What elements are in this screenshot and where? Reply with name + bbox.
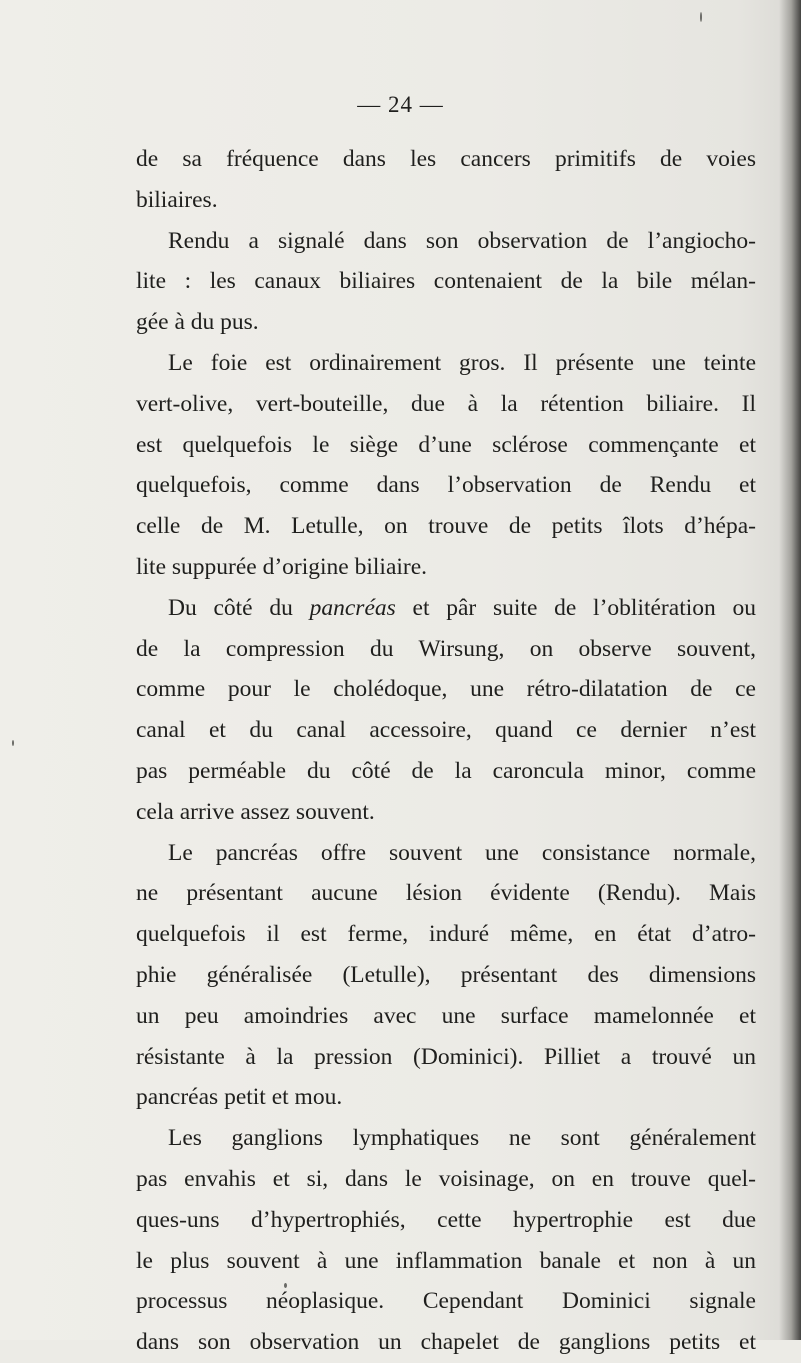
text-line: ne présentant aucune lésion évidente (Rendu). Mais xyxy=(136,880,756,907)
text-run: Du côté du xyxy=(168,594,310,621)
paragraph-3 xyxy=(136,343,756,588)
paper-speck xyxy=(700,12,702,22)
text-line: lite : les canaux biliaires contenaient de la bile mélan- xyxy=(136,268,756,295)
text-line: un peu amoindries avec une surface mamelonnée et xyxy=(136,1002,756,1029)
text-run: et pâr suite de l’oblitération ou xyxy=(395,594,756,621)
text-line: biliaires. xyxy=(136,186,218,213)
paper-speck xyxy=(12,740,14,746)
emphasized-word: pancréas xyxy=(309,594,396,621)
text-line: lite suppurée d’origine biliaire. xyxy=(136,553,428,580)
text-line: le plus souvent à une inflammation banale et non à un xyxy=(136,1247,756,1274)
text-line: cela arrive assez souvent. xyxy=(136,798,375,825)
paragraph-2 xyxy=(136,221,756,343)
paragraph-1 xyxy=(136,139,756,221)
text-body xyxy=(136,139,756,1363)
text-line: ques-uns d’hypertrophiés, cette hypertrophie est due xyxy=(136,1206,756,1233)
text-line: quelquefois, comme dans l’observation de Rendu et xyxy=(136,472,756,499)
text-line xyxy=(136,588,756,629)
text-line: phie généralisée (Letulle), présentant des dimensions xyxy=(136,961,756,988)
text-line: est quelquefois le siège d’une sclérose commençante et xyxy=(136,431,756,458)
text-line: vert-olive, vert-bouteille, due à la rétention biliaire. Il xyxy=(136,390,756,417)
page-edge-shadow xyxy=(779,0,801,1340)
text-line: celle de M. Letulle, on trouve de petits îlots d’hépa- xyxy=(136,513,756,540)
paragraph-6 xyxy=(136,1118,756,1363)
text-line: pas perméable du côté de la caroncula minor, comme xyxy=(136,757,756,784)
text-line: pas envahis et si, dans le voisinage, on en trouve quel- xyxy=(136,1165,756,1192)
text-line: de sa fréquence dans les cancers primitifs de voies xyxy=(136,146,756,172)
text-line: Rendu a signalé dans son observation de l’angiocho- xyxy=(168,227,756,254)
text-line: résistante à la pression (Dominici). Pilliet a trouvé un xyxy=(136,1043,756,1070)
page-number: — 24 — xyxy=(357,92,444,117)
text-line: Les ganglions lymphatiques ne sont généralement xyxy=(168,1125,756,1152)
text-line: Le foie est ordinairement gros. Il présente une teinte xyxy=(168,349,756,376)
text-line: de la compression du Wirsung, on observe souvent, xyxy=(136,635,756,662)
text-line: gée à du pus. xyxy=(136,309,259,336)
text-line: dans son observation un chapelet de ganglions petits et xyxy=(136,1329,756,1356)
paragraph-4 xyxy=(136,588,756,833)
text-line: quelquefois il est ferme, induré même, en état d’atro- xyxy=(136,921,756,948)
paragraph-5 xyxy=(136,833,756,1119)
text-line: canal et du canal accessoire, quand ce dernier n’est xyxy=(136,717,756,744)
text-line: Le pancréas offre souvent une consistance normale, xyxy=(168,839,756,866)
text-line: pancréas petit et mou. xyxy=(136,1084,343,1111)
text-line: comme pour le cholédoque, une rétro-dilatation de ce xyxy=(136,676,756,703)
text-line: processus néoplasique. Cependant Dominici signale xyxy=(136,1288,756,1315)
